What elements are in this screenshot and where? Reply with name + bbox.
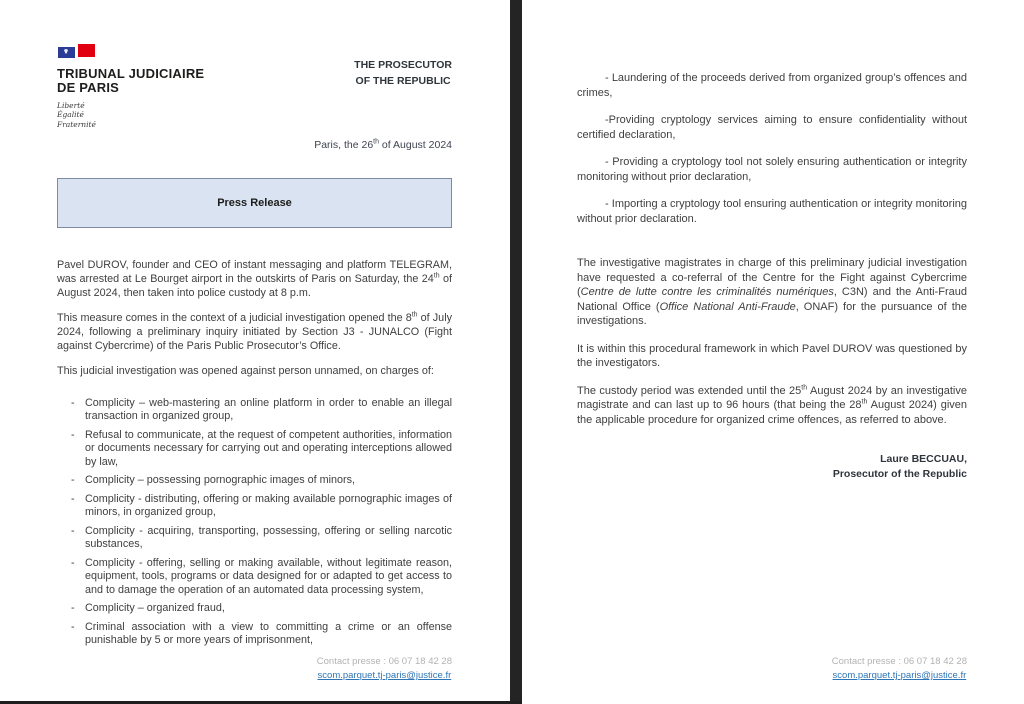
charge-item [57,525,452,552]
signature-title: Prosecutor of the Republic [832,467,967,480]
charges-continuation-list [577,71,967,226]
charge-text: Refusal to communicate, at the request of competent authorities, information or documents necessary for carrying out and operating interceptions allowed by law, [85,428,452,468]
bullet-marker: - [71,620,75,633]
charge-continuation-item: - Laundering of the proceeds derived from organized group’s offences and crimes, [577,72,967,99]
charge-continuation-item: - Importing a cryptology tool ensuring authentication or integrity monitoring without prior declaration. [577,198,967,225]
court-name-line2: DE PARIS [57,80,120,96]
page1-header [57,42,452,130]
press-contact-phone: Contact presse : 06 07 18 42 28 [831,655,967,667]
page-2 [522,0,1024,704]
charge-text: Complicity - distributing, offering or making available pornographic images of minors, in organized group, [85,492,452,519]
signature-name: Laure BECCUAU, [880,453,967,465]
press-contact-email-link[interactable]: scom.parquet.tj-paris@justice.fr [317,670,452,682]
bullet-marker: - [71,602,75,615]
charge-continuation-item: - Providing a cryptology tool not solely ensuring authentication or integrity monitoring without prior declaration, [577,156,967,183]
paragraph-arrest: Pavel DUROV, founder and CEO of instant messaging and platform TELEGRAM, was arrested at Le Bourget airport in the outskirts of Paris on Saturday, the 24th of August 2024, then taken into police custody at 8 p.m. [57,258,452,299]
charge-item [57,429,452,470]
motto-fraternite: Fraternité [57,120,96,130]
motto-egalite: Égalité [57,110,84,120]
paragraph-magistrates: The investigative magistrates in charge of this preliminary judicial investigation have requested a co-referral of the Centre for the Fight against Cybercrime (Centre de lutte contre les criminalités numériques, C3N) and the Anti-Fraud National Office (Office National Anti-Fraude, ONAF) for the pursuance of the investigations. [577,257,968,327]
charge-text: Criminal association with a view to committing a crime or an offense punishable by 5 or more years of imprisonment, [85,620,452,647]
court-name [57,67,204,96]
republic-motto [57,101,204,130]
press-contact-email-link[interactable]: scom.parquet.tj-paris@justice.fr [832,670,967,682]
press-contact-phone: Contact presse : 06 07 18 42 28 [316,655,452,667]
paragraph-custody: The custody period was extended until the 25th August 2024 by an investigative magistrate and can last up to 96 hours (that being the 28th August 2024) given the applicable procedure for organized crime offences, as referred to above. [577,383,967,426]
press-release-banner [57,178,452,228]
dateline: Paris, the 26th of August 2024 [314,138,452,151]
signature-block [577,452,967,481]
charge-item [57,557,452,598]
paragraph-charges-intro: This judicial investigation was opened against person unnamed, on charges of: [57,364,434,377]
bullet-marker: - [71,556,75,569]
charge-item [57,474,452,488]
charges-list [57,397,452,648]
court-name-line1: TRIBUNAL JUDICIAIRE [57,66,205,81]
page1-footer [317,655,452,684]
prosecutor-heading-line1: THE PROSECUTOR [354,59,452,71]
press-release-title: Press Release [217,196,292,209]
bullet-marker: - [71,474,75,487]
page-divider [510,0,522,704]
charge-text: Complicity - offering, selling or making available, without legitimate reason, equipment, tools, programs or data designed for or adapted to get access to and to damage the operation of an automated data processing system, [85,556,452,596]
page-1 [0,0,510,704]
charge-text: Complicity - acquiring, transporting, possessing, offering or selling narcotic substances, [85,524,452,551]
prosecutor-heading-line2: OF THE REPUBLIC [355,75,451,88]
charge-item [57,397,452,424]
french-flag-icon [57,42,99,59]
paragraph-investigation: This measure comes in the context of a judicial investigation opened the 8th of July 2024, following a preliminary inquiry initiated by Section J3 - JUNALCO (Fight against Cybercrime) of the Paris Public Prosecutor’s Office. [57,311,452,352]
motto-liberte: Liberté [57,100,85,110]
charge-item [57,493,452,520]
charge-item [57,602,452,616]
charge-text: Complicity – organized fraud, [85,602,225,615]
charge-continuation-item: -Providing cryptology services aiming to ensure confidentiality without certified declaration, [577,114,967,141]
prosecutor-heading [354,57,452,90]
page2-footer [832,655,967,684]
charge-text: Complicity – possessing pornographic images of minors, [85,474,356,487]
charge-item [57,621,452,648]
bullet-marker: - [71,492,75,505]
bullet-marker: - [71,396,75,409]
charge-text: Complicity – web-mastering an online platform in order to enable an illegal transaction in organized group, [85,396,452,423]
bullet-marker: - [71,524,75,537]
paragraph-questioned: It is within this procedural framework in which Pavel DUROV was questioned by the investigators. [577,342,967,369]
court-logo [57,42,204,130]
bullet-marker: - [71,428,75,441]
